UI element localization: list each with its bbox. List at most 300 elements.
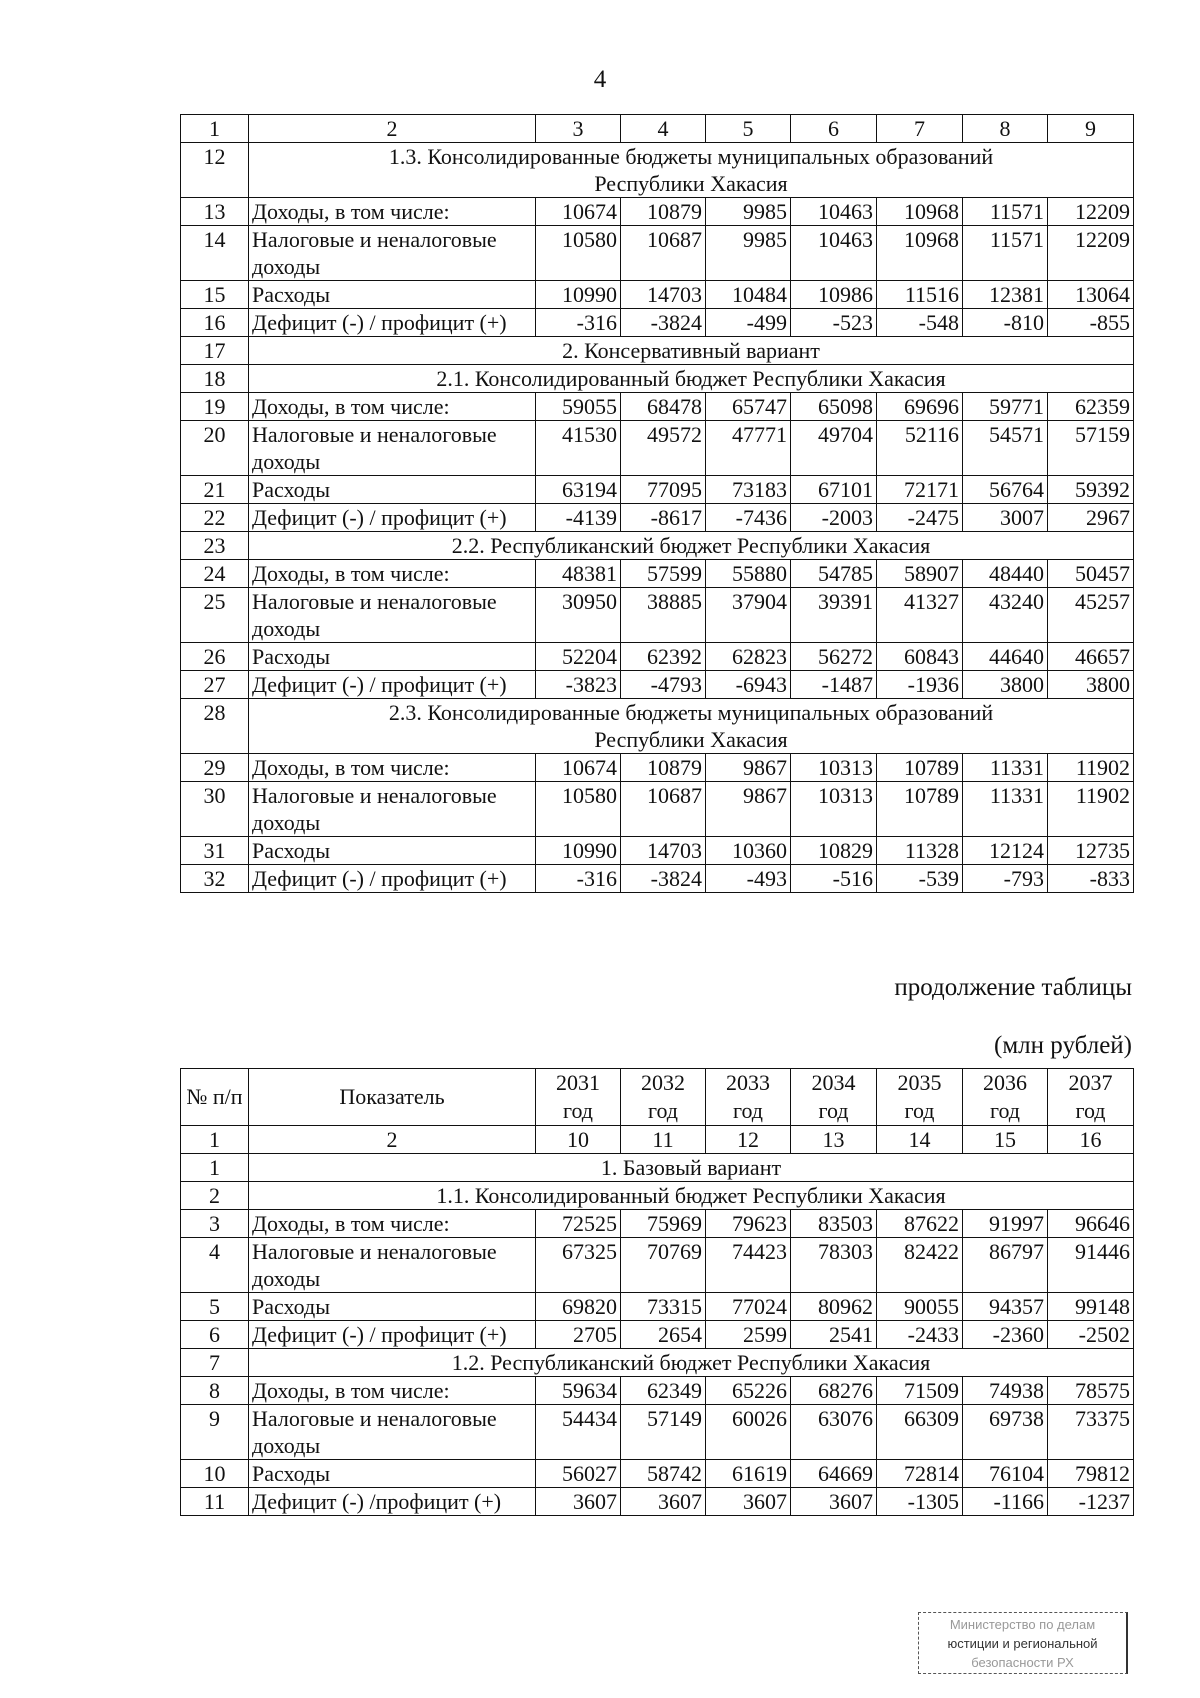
value-cell: 62349 [621, 1377, 706, 1405]
value-cell: 48440 [963, 560, 1048, 588]
value-cell: -1487 [791, 671, 877, 699]
value-cell: 74938 [963, 1377, 1048, 1405]
row-number: 25 [181, 588, 249, 643]
row-number: 1 [181, 1154, 249, 1182]
value-cell: 12124 [963, 837, 1048, 865]
value-cell: 10990 [536, 281, 621, 309]
row-number: 4 [181, 1238, 249, 1293]
value-cell: 46657 [1048, 643, 1134, 671]
table-row [181, 504, 1134, 532]
value-cell: 64669 [791, 1460, 877, 1488]
value-cell: 58742 [621, 1460, 706, 1488]
row-number: 32 [181, 865, 249, 893]
value-cell: 73375 [1048, 1405, 1134, 1460]
value-cell: 13064 [1048, 281, 1134, 309]
row-number: 31 [181, 837, 249, 865]
indicator-label: Дефицит (-) / профицит (+) [249, 865, 536, 893]
page-number: 4 [593, 66, 607, 93]
row-number: 3 [181, 1210, 249, 1238]
value-cell: 80962 [791, 1293, 877, 1321]
value-cell: 54434 [536, 1405, 621, 1460]
indicator-label: Доходы, в том числе: [249, 754, 536, 782]
row-number: 17 [181, 337, 249, 365]
value-cell: 59055 [536, 393, 621, 421]
table-row [181, 226, 1134, 281]
value-cell: -8617 [621, 504, 706, 532]
value-cell: 10990 [536, 837, 621, 865]
value-cell: -2502 [1048, 1321, 1134, 1349]
value-cell: 3607 [621, 1488, 706, 1516]
value-cell: 10879 [621, 754, 706, 782]
value-cell: 10313 [791, 754, 877, 782]
column-number-cell: 1 [181, 1126, 249, 1154]
value-cell: 11902 [1048, 782, 1134, 837]
table-row [181, 309, 1134, 337]
stamp-line: Министерство по делам [949, 1617, 1096, 1632]
indicator-label: Налоговые и неналоговые доходы [249, 1238, 536, 1293]
header-year: 2036 год [963, 1069, 1048, 1126]
indicator-label: Доходы, в том числе: [249, 393, 536, 421]
indicator-label: Расходы [249, 1460, 536, 1488]
value-cell: 12381 [963, 281, 1048, 309]
value-cell: 69696 [877, 393, 963, 421]
value-cell: 10484 [706, 281, 791, 309]
column-number-cell: 4 [621, 115, 706, 143]
row-number: 23 [181, 532, 249, 560]
value-cell: 57599 [621, 560, 706, 588]
table-row [181, 1377, 1134, 1405]
value-cell: 2705 [536, 1321, 621, 1349]
table-row [181, 476, 1134, 504]
value-cell: -3824 [621, 309, 706, 337]
value-cell: 55880 [706, 560, 791, 588]
table-row [181, 421, 1134, 476]
value-cell: 65747 [706, 393, 791, 421]
value-cell: 62823 [706, 643, 791, 671]
column-number-cell: 14 [877, 1126, 963, 1154]
header-year: 2031 год [536, 1069, 621, 1126]
header-year: 2033 год [706, 1069, 791, 1126]
section-title: 1. Базовый вариант [249, 1154, 1134, 1182]
section-row [181, 337, 1134, 365]
row-number: 20 [181, 421, 249, 476]
value-cell: 73183 [706, 476, 791, 504]
value-cell: 77095 [621, 476, 706, 504]
row-number: 12 [181, 143, 249, 198]
value-cell: 9985 [706, 226, 791, 281]
value-cell: -2003 [791, 504, 877, 532]
value-cell: -539 [877, 865, 963, 893]
value-cell: 82422 [877, 1238, 963, 1293]
value-cell: 59392 [1048, 476, 1134, 504]
value-cell: 54785 [791, 560, 877, 588]
table-row [181, 1293, 1134, 1321]
value-cell: -7436 [706, 504, 791, 532]
table-row [181, 560, 1134, 588]
value-cell: 54571 [963, 421, 1048, 476]
section-title: 2.1. Консолидированный бюджет Республики Хакасия [249, 365, 1134, 393]
value-cell: 37904 [706, 588, 791, 643]
value-cell: 11902 [1048, 754, 1134, 782]
units-note: (млн рублей) [994, 1032, 1132, 1059]
value-cell: 10360 [706, 837, 791, 865]
value-cell: 57149 [621, 1405, 706, 1460]
value-cell: 2967 [1048, 504, 1134, 532]
header-indicator: Показатель [249, 1069, 536, 1126]
row-number: 22 [181, 504, 249, 532]
stamp-line: юстиции и региональной [947, 1636, 1098, 1651]
value-cell: 56027 [536, 1460, 621, 1488]
row-number: 29 [181, 754, 249, 782]
value-cell: 83503 [791, 1210, 877, 1238]
value-cell: -1166 [963, 1488, 1048, 1516]
value-cell: 49572 [621, 421, 706, 476]
row-number: 10 [181, 1460, 249, 1488]
section-row [181, 143, 1134, 198]
column-number-cell: 16 [1048, 1126, 1134, 1154]
table-row [181, 1238, 1134, 1293]
table-row [181, 1488, 1134, 1516]
value-cell: 52116 [877, 421, 963, 476]
row-number: 13 [181, 198, 249, 226]
value-cell: 10580 [536, 226, 621, 281]
value-cell: 67325 [536, 1238, 621, 1293]
value-cell: 56764 [963, 476, 1048, 504]
value-cell: 77024 [706, 1293, 791, 1321]
value-cell: -833 [1048, 865, 1134, 893]
value-cell: 73315 [621, 1293, 706, 1321]
value-cell: 71509 [877, 1377, 963, 1405]
row-number: 6 [181, 1321, 249, 1349]
column-number-cell: 7 [877, 115, 963, 143]
value-cell: 3607 [791, 1488, 877, 1516]
row-number: 15 [181, 281, 249, 309]
section-row [181, 1154, 1134, 1182]
value-cell: 12735 [1048, 837, 1134, 865]
value-cell: 47771 [706, 421, 791, 476]
column-number-cell: 1 [181, 115, 249, 143]
value-cell: 3607 [706, 1488, 791, 1516]
value-cell: 48381 [536, 560, 621, 588]
value-cell: 11331 [963, 754, 1048, 782]
value-cell: 50457 [1048, 560, 1134, 588]
table-row [181, 782, 1134, 837]
indicator-label: Доходы, в том числе: [249, 560, 536, 588]
header-row [181, 1069, 1134, 1126]
value-cell: 44640 [963, 643, 1048, 671]
section-row [181, 532, 1134, 560]
value-cell: -2475 [877, 504, 963, 532]
section-row [181, 699, 1134, 754]
indicator-label: Налоговые и неналоговые доходы [249, 588, 536, 643]
value-cell: -6943 [706, 671, 791, 699]
value-cell: 10968 [877, 198, 963, 226]
table-row [181, 198, 1134, 226]
indicator-label: Доходы, в том числе: [249, 1210, 536, 1238]
value-cell: 10674 [536, 754, 621, 782]
value-cell: 2541 [791, 1321, 877, 1349]
value-cell: 10789 [877, 782, 963, 837]
value-cell: 59634 [536, 1377, 621, 1405]
value-cell: 9867 [706, 782, 791, 837]
value-cell: 96646 [1048, 1210, 1134, 1238]
row-number: 8 [181, 1377, 249, 1405]
table-row [181, 1210, 1134, 1238]
value-cell: 61619 [706, 1460, 791, 1488]
value-cell: 9985 [706, 198, 791, 226]
value-cell: -2360 [963, 1321, 1048, 1349]
value-cell: 91446 [1048, 1238, 1134, 1293]
value-cell: 78303 [791, 1238, 877, 1293]
value-cell: 3800 [1048, 671, 1134, 699]
value-cell: -4139 [536, 504, 621, 532]
table-row [181, 643, 1134, 671]
column-number-cell: 9 [1048, 115, 1134, 143]
budget-table-top [180, 114, 1134, 893]
table-row [181, 754, 1134, 782]
value-cell: 11516 [877, 281, 963, 309]
row-number: 2 [181, 1182, 249, 1210]
value-cell: 10674 [536, 198, 621, 226]
value-cell: 90055 [877, 1293, 963, 1321]
value-cell: 2654 [621, 1321, 706, 1349]
header-no: № п/п [181, 1069, 249, 1126]
column-number-cell: 12 [706, 1126, 791, 1154]
indicator-label: Расходы [249, 837, 536, 865]
continuation-note: продолжение таблицы [894, 974, 1132, 1001]
value-cell: 91997 [963, 1210, 1048, 1238]
value-cell: 14703 [621, 281, 706, 309]
value-cell: 74423 [706, 1238, 791, 1293]
value-cell: 72814 [877, 1460, 963, 1488]
value-cell: 70769 [621, 1238, 706, 1293]
row-number: 5 [181, 1293, 249, 1321]
indicator-label: Расходы [249, 1293, 536, 1321]
indicator-label: Доходы, в том числе: [249, 1377, 536, 1405]
value-cell: 12209 [1048, 198, 1134, 226]
value-cell: 57159 [1048, 421, 1134, 476]
section-title: 1.3. Консолидированные бюджеты муниципальных образований Республики Хакасия [249, 143, 1134, 198]
row-number: 19 [181, 393, 249, 421]
section-title: 1.2. Республиканский бюджет Республики Хакасия [249, 1349, 1134, 1377]
column-number-cell: 6 [791, 115, 877, 143]
column-number-cell: 10 [536, 1126, 621, 1154]
table-row [181, 671, 1134, 699]
row-number: 9 [181, 1405, 249, 1460]
header-year: 2034 год [791, 1069, 877, 1126]
value-cell: -316 [536, 309, 621, 337]
indicator-label: Налоговые и неналоговые доходы [249, 421, 536, 476]
value-cell: -493 [706, 865, 791, 893]
value-cell: 10879 [621, 198, 706, 226]
official-stamp [918, 1612, 1128, 1674]
table-row [181, 393, 1134, 421]
value-cell: 62359 [1048, 393, 1134, 421]
value-cell: 65226 [706, 1377, 791, 1405]
header-year: 2037 год [1048, 1069, 1134, 1126]
value-cell: 76104 [963, 1460, 1048, 1488]
value-cell: 11328 [877, 837, 963, 865]
stamp-line: безопасности РХ [971, 1655, 1074, 1670]
row-number: 16 [181, 309, 249, 337]
value-cell: 10829 [791, 837, 877, 865]
value-cell: 68478 [621, 393, 706, 421]
section-row [181, 1349, 1134, 1377]
value-cell: 63194 [536, 476, 621, 504]
indicator-label: Дефицит (-) / профицит (+) [249, 504, 536, 532]
indicator-label: Налоговые и неналоговые доходы [249, 782, 536, 837]
value-cell: 10313 [791, 782, 877, 837]
indicator-label: Налоговые и неналоговые доходы [249, 1405, 536, 1460]
value-cell: 10968 [877, 226, 963, 281]
value-cell: -793 [963, 865, 1048, 893]
column-number-cell: 11 [621, 1126, 706, 1154]
value-cell: 9867 [706, 754, 791, 782]
header-year: 2035 год [877, 1069, 963, 1126]
row-number: 30 [181, 782, 249, 837]
value-cell: -810 [963, 309, 1048, 337]
row-number: 24 [181, 560, 249, 588]
row-number: 28 [181, 699, 249, 754]
indicator-label: Доходы, в том числе: [249, 198, 536, 226]
value-cell: 11571 [963, 198, 1048, 226]
value-cell: 3607 [536, 1488, 621, 1516]
indicator-label: Дефицит (-) /профицит (+) [249, 1488, 536, 1516]
value-cell: 67101 [791, 476, 877, 504]
table-row [181, 1460, 1134, 1488]
value-cell: 3007 [963, 504, 1048, 532]
indicator-label: Дефицит (-) / профицит (+) [249, 671, 536, 699]
value-cell: 99148 [1048, 1293, 1134, 1321]
column-number-cell: 2 [249, 115, 536, 143]
value-cell: 87622 [877, 1210, 963, 1238]
value-cell: 10463 [791, 226, 877, 281]
value-cell: -316 [536, 865, 621, 893]
value-cell: 72171 [877, 476, 963, 504]
value-cell: 79623 [706, 1210, 791, 1238]
value-cell: 72525 [536, 1210, 621, 1238]
column-number-cell: 2 [249, 1126, 536, 1154]
table-row [181, 837, 1134, 865]
section-title: 2. Консервативный вариант [249, 337, 1134, 365]
value-cell: 39391 [791, 588, 877, 643]
value-cell: -1936 [877, 671, 963, 699]
value-cell: 69738 [963, 1405, 1048, 1460]
indicator-label: Расходы [249, 476, 536, 504]
indicator-label: Налоговые и неналоговые доходы [249, 226, 536, 281]
value-cell: 30950 [536, 588, 621, 643]
value-cell: 12209 [1048, 226, 1134, 281]
value-cell: 79812 [1048, 1460, 1134, 1488]
value-cell: 65098 [791, 393, 877, 421]
column-number-cell: 8 [963, 115, 1048, 143]
value-cell: 58907 [877, 560, 963, 588]
value-cell: 59771 [963, 393, 1048, 421]
value-cell: 63076 [791, 1405, 877, 1460]
value-cell: 10687 [621, 226, 706, 281]
value-cell: 62392 [621, 643, 706, 671]
value-cell: 10580 [536, 782, 621, 837]
value-cell: 43240 [963, 588, 1048, 643]
value-cell: 45257 [1048, 588, 1134, 643]
column-number-row [181, 1126, 1134, 1154]
value-cell: 10789 [877, 754, 963, 782]
value-cell: 56272 [791, 643, 877, 671]
value-cell: 2599 [706, 1321, 791, 1349]
table-row [181, 1321, 1134, 1349]
row-number: 14 [181, 226, 249, 281]
value-cell: 10687 [621, 782, 706, 837]
value-cell: -855 [1048, 309, 1134, 337]
table-row [181, 1405, 1134, 1460]
value-cell: 86797 [963, 1238, 1048, 1293]
value-cell: -523 [791, 309, 877, 337]
value-cell: 69820 [536, 1293, 621, 1321]
value-cell: -499 [706, 309, 791, 337]
value-cell: -3823 [536, 671, 621, 699]
value-cell: 66309 [877, 1405, 963, 1460]
value-cell: 49704 [791, 421, 877, 476]
column-number-row [181, 115, 1134, 143]
value-cell: 78575 [1048, 1377, 1134, 1405]
budget-table-bottom [180, 1068, 1134, 1516]
value-cell: -516 [791, 865, 877, 893]
row-number: 7 [181, 1349, 249, 1377]
value-cell: -4793 [621, 671, 706, 699]
value-cell: -2433 [877, 1321, 963, 1349]
header-year: 2032 год [621, 1069, 706, 1126]
value-cell: 14703 [621, 837, 706, 865]
row-number: 26 [181, 643, 249, 671]
section-title: 2.3. Консолидированные бюджеты муниципальных образований Республики Хакасия [249, 699, 1134, 754]
value-cell: 52204 [536, 643, 621, 671]
value-cell: 75969 [621, 1210, 706, 1238]
value-cell: 11331 [963, 782, 1048, 837]
table-row [181, 588, 1134, 643]
value-cell: 41530 [536, 421, 621, 476]
section-row [181, 1182, 1134, 1210]
value-cell: 10463 [791, 198, 877, 226]
value-cell: 60026 [706, 1405, 791, 1460]
value-cell: 11571 [963, 226, 1048, 281]
section-title: 1.1. Консолидированный бюджет Республики Хакасия [249, 1182, 1134, 1210]
column-number-cell: 15 [963, 1126, 1048, 1154]
column-number-cell: 13 [791, 1126, 877, 1154]
column-number-cell: 5 [706, 115, 791, 143]
row-number: 11 [181, 1488, 249, 1516]
row-number: 27 [181, 671, 249, 699]
value-cell: -3824 [621, 865, 706, 893]
column-number-cell: 3 [536, 115, 621, 143]
value-cell: 10986 [791, 281, 877, 309]
value-cell: -548 [877, 309, 963, 337]
table-row [181, 281, 1134, 309]
section-title: 2.2. Республиканский бюджет Республики Хакасия [249, 532, 1134, 560]
indicator-label: Дефицит (-) / профицит (+) [249, 1321, 536, 1349]
section-row [181, 365, 1134, 393]
table-row [181, 865, 1134, 893]
value-cell: 68276 [791, 1377, 877, 1405]
value-cell: 94357 [963, 1293, 1048, 1321]
value-cell: -1237 [1048, 1488, 1134, 1516]
value-cell: 3800 [963, 671, 1048, 699]
value-cell: 41327 [877, 588, 963, 643]
indicator-label: Расходы [249, 281, 536, 309]
value-cell: 38885 [621, 588, 706, 643]
indicator-label: Расходы [249, 643, 536, 671]
value-cell: -1305 [877, 1488, 963, 1516]
indicator-label: Дефицит (-) / профицит (+) [249, 309, 536, 337]
